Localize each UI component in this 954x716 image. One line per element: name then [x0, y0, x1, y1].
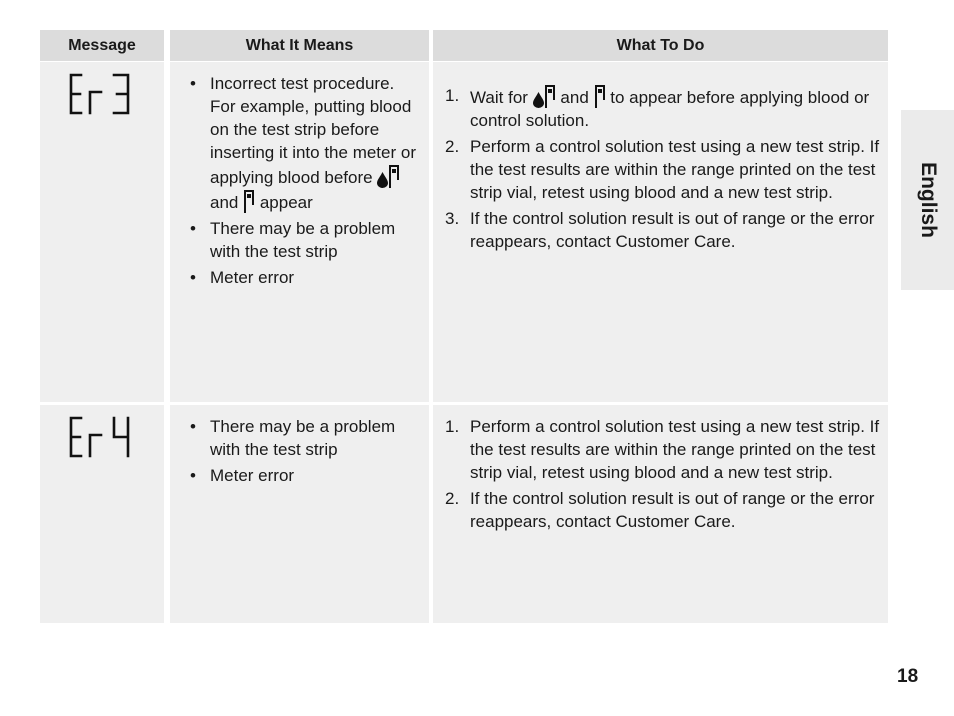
- list-item: • Meter error: [190, 464, 422, 487]
- language-tab: [901, 110, 954, 290]
- test-strip-icon: [544, 84, 556, 108]
- list-item: • There may be a problem with the test strip: [190, 217, 422, 263]
- list-item: 3. If the control solution result is out of range or the error reappears, contact Customer Care.: [445, 209, 875, 251]
- test-strip-icon: [243, 189, 255, 213]
- list-item: 1. Wait for and to appear before applying blood or control solution.: [445, 86, 870, 130]
- todo-cell-er4: [433, 405, 888, 623]
- means-cell-er4: [170, 405, 429, 623]
- blood-drop-icon: [533, 92, 544, 108]
- lcd-er4-icon: [68, 415, 132, 461]
- means-cell-er3: [170, 62, 429, 402]
- test-strip-icon: [388, 164, 400, 188]
- lcd-er3-icon: [68, 72, 132, 118]
- list-item: • Incorrect test procedure. For example, putting blood on the test strip before inserting it into the meter or applying blood before and appear: [190, 72, 422, 214]
- test-strip-icon: [594, 84, 606, 108]
- header-what-it-means: What It Means: [170, 30, 429, 61]
- blood-drop-icon: [377, 172, 388, 188]
- list-item: 2. Perform a control solution test using a new test strip. If the test results are within the range printed on the test strip vial, retest using blood and a new test strip.: [445, 137, 880, 202]
- list-item: 2. If the control solution result is out of range or the error reappears, contact Customer Care.: [445, 489, 875, 531]
- language-tab-label: English: [916, 162, 940, 238]
- list-item: 1. Perform a control solution test using a new test strip. If the test results are within the range printed on the test strip vial, retest using blood and a new test strip.: [445, 417, 880, 482]
- page-number: 18: [897, 666, 919, 687]
- header-what-to-do: What To Do: [433, 30, 888, 61]
- message-cell-er3: [40, 62, 164, 402]
- list-item: • There may be a problem with the test strip: [190, 415, 422, 461]
- header-message: Message: [40, 30, 164, 61]
- todo-cell-er3: [433, 62, 888, 402]
- list-item: • Meter error: [190, 266, 422, 289]
- message-cell-er4: [40, 405, 164, 623]
